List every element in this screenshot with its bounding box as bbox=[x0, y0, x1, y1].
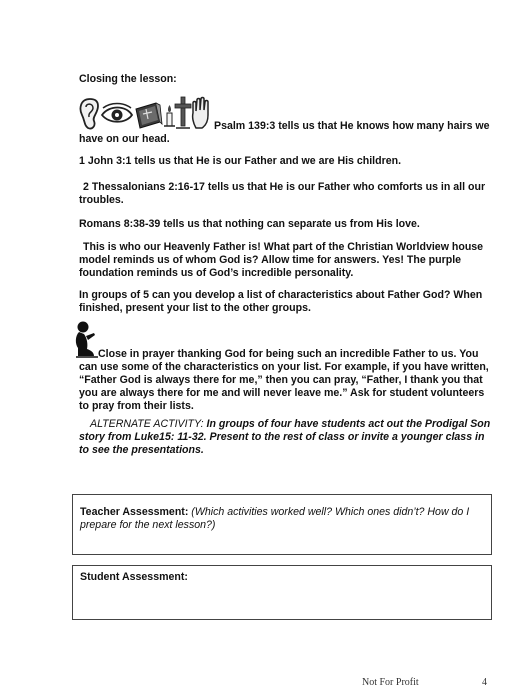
student-assessment-title: Student Assessment: bbox=[80, 571, 188, 583]
teacher-assessment-note: (Which activities worked well? Which ones didn’t? How do I prepare for the next lesson?) bbox=[80, 506, 470, 531]
teacher-assessment-text bbox=[80, 506, 480, 532]
section-heading: Closing the lesson: bbox=[79, 73, 177, 85]
teacher-assessment-box[interactable] bbox=[72, 494, 492, 555]
teacher-assessment-title: Teacher Assessment: bbox=[80, 506, 189, 518]
alternate-activity-paragraph bbox=[79, 418, 491, 457]
footer-not-for-profit: Not For Profit bbox=[362, 677, 419, 688]
student-assessment-box[interactable] bbox=[72, 565, 492, 620]
thessalonians-paragraph: 2 Thessalonians 2:16-17 tells us that He is our Father who comforts us in all our troubles. bbox=[79, 181, 486, 206]
eye-icon bbox=[102, 104, 132, 122]
page-number: 4 bbox=[482, 677, 487, 688]
john-paragraph: 1 John 3:1 tells us that He is our Father and we are His children. bbox=[79, 155, 402, 167]
alternate-activity-label: ALTERNATE ACTIVITY: bbox=[90, 418, 204, 430]
prayer-paragraph: Close in prayer thanking God for being such an incredible Father to us. You can use some of the characteristics on your list. For example, if you have written, “Father God is always there for me,” then you can pray, “Father, I thank you that you are always there for me and will never leave me.” Ask for student volunteers to pray from their lists. bbox=[79, 348, 489, 412]
heavenly-father-paragraph: This is who our Heavenly Father is! What part of the Christian Worldview house model reminds us of whom God is? Allow time for answers. Yes! The purple foundation reminds us of God’s incredible personality. bbox=[79, 241, 484, 279]
romans-paragraph: Romans 8:38-39 tells us that nothing can separate us from His love. bbox=[79, 218, 420, 230]
groups-paragraph: In groups of 5 can you develop a list of characteristics about Father God? When finished, present your list to the other groups. bbox=[79, 289, 483, 314]
alternate-activity-text: In groups of four have students act out the Prodigal Son story from Luke15: 11-32. Present to the rest of class or invite a younger class in to see the presentations. bbox=[79, 418, 491, 456]
psalm-paragraph: Psalm 139:3 tells us that He knows how many hairs we have on our head. bbox=[79, 120, 490, 145]
